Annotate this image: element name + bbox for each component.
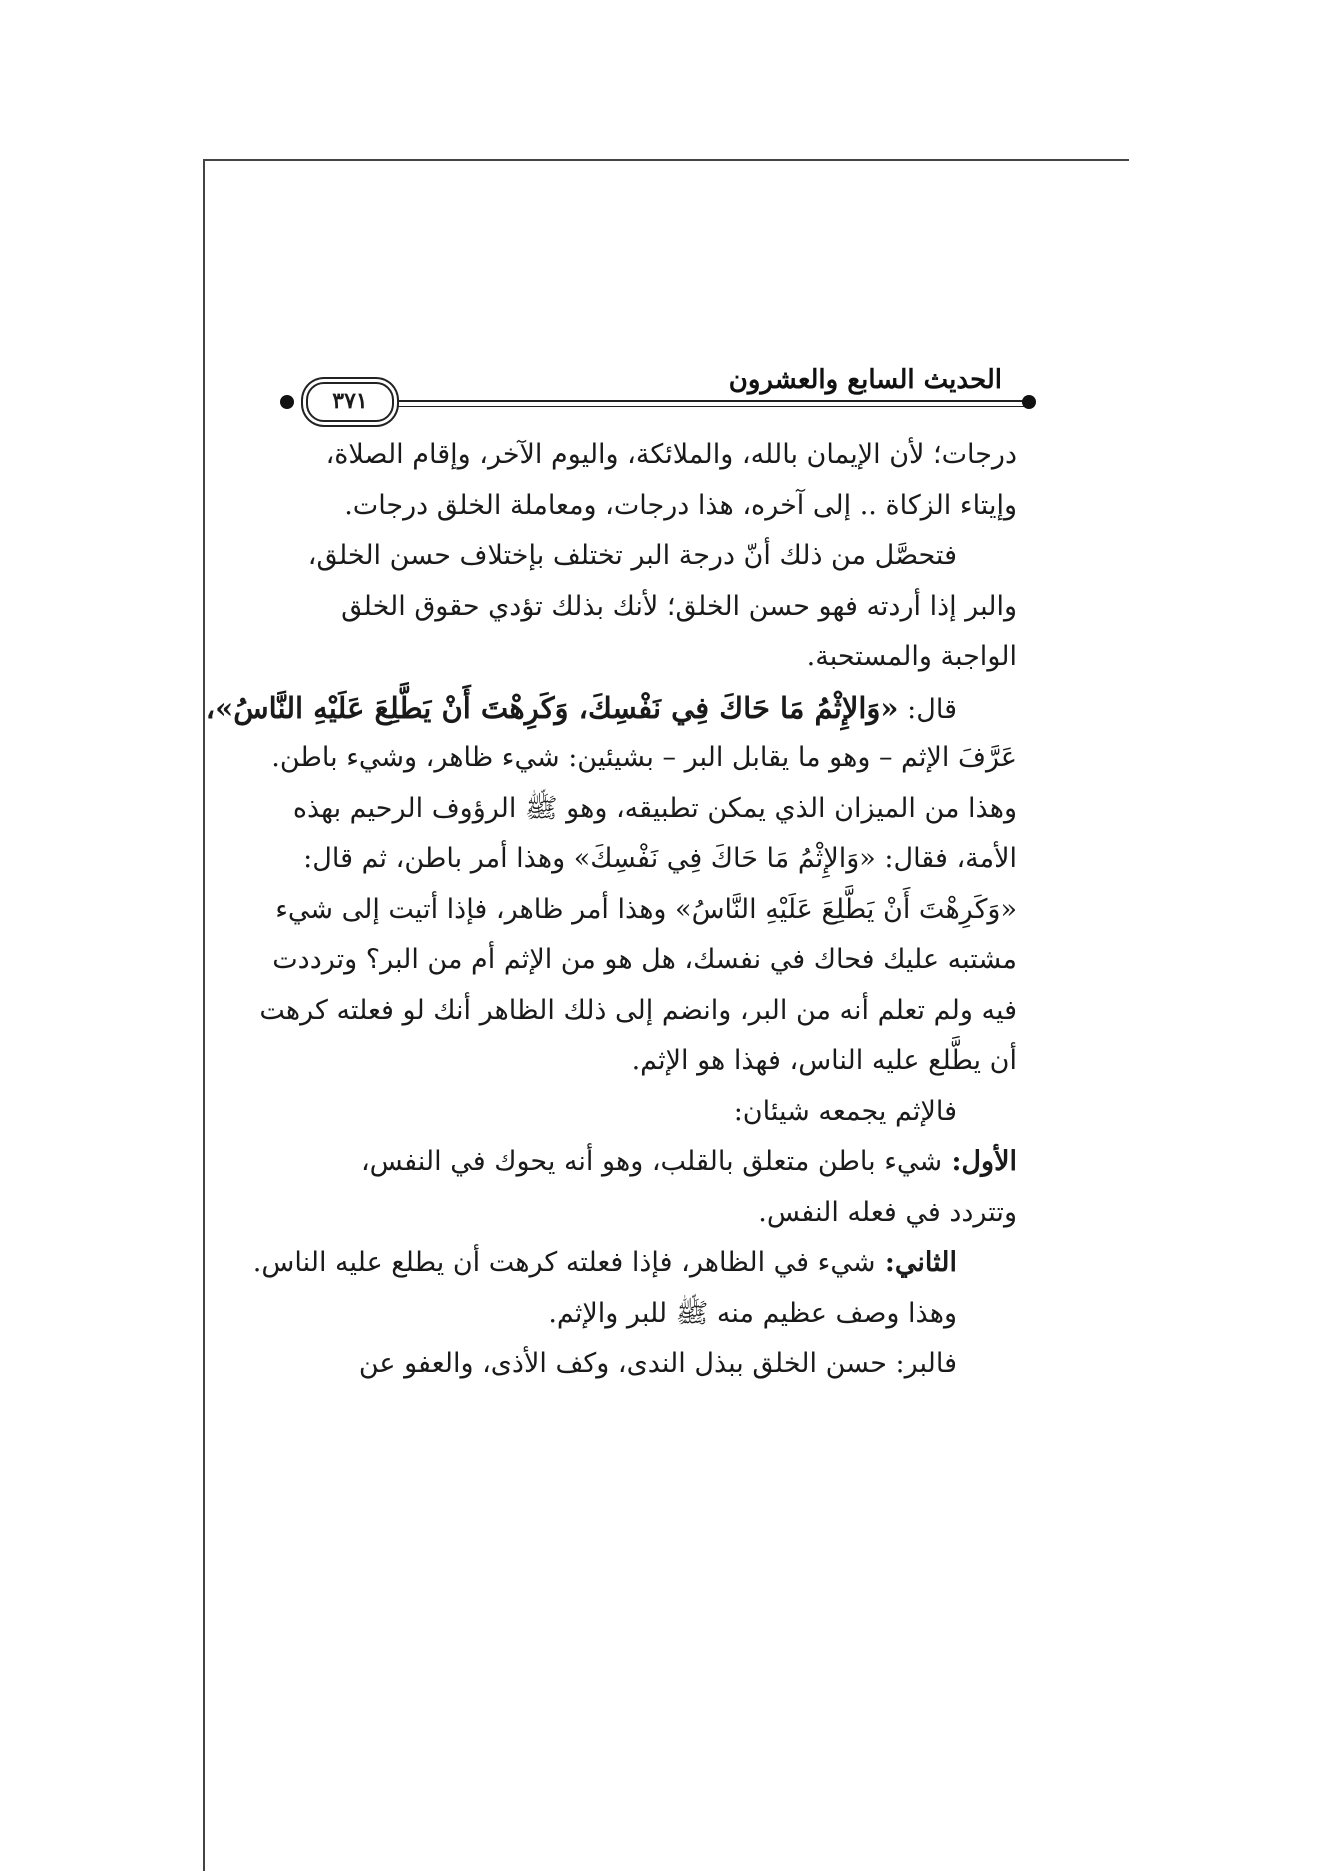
text-line: فالبر: حسن الخلق ببذل الندى، وكف الأذى، والعفو عن xyxy=(358,1348,957,1379)
text-line: وهذا وصف عظيم منه ﷺ للبر والإثم. xyxy=(548,1297,957,1329)
point-text: شيء باطن متعلق بالقلب، وهو أنه يحوك في النفس، xyxy=(360,1146,943,1177)
text-line: فالإثم يجمعه شيئان: xyxy=(733,1095,957,1127)
point-label: الثاني: xyxy=(875,1247,957,1278)
header-rule xyxy=(390,400,1030,407)
hadith-quote-line xyxy=(205,683,1017,734)
page-frame-top-border xyxy=(203,159,1129,161)
hadith-quote: «وَالإِثْمُ مَا حَاكَ فِي نَفْسِكَ، وَكَرِهْتَ أَنْ يَطَّلِعَ عَلَيْهِ النَّاسُ»، xyxy=(205,690,899,725)
page-header xyxy=(280,365,1030,415)
page-body xyxy=(205,430,1017,1390)
point-label: الأول: xyxy=(942,1146,1017,1177)
text-line: مشتبه عليك فحاك في نفسك، هل هو من الإثم أم من البر؟ وترددت xyxy=(272,944,1017,975)
text-line: أن يطَّلع عليه الناس، فهذا هو الإثم. xyxy=(631,1045,1017,1076)
text-line: عَرَّفَ الإثم – وهو ما يقابل البر – بشيئين: شيء ظاهر، وشيء باطن. xyxy=(271,742,1017,773)
text-line: فتحصَّل من ذلك أنّ درجة البر تختلف بإختلاف حسن الخلق، xyxy=(307,540,957,571)
point-text: شيء في الظاهر، فإذا فعلته كرهت أن يطلع عليه الناس. xyxy=(252,1247,876,1278)
text-line: درجات؛ لأن الإيمان بالله، والملائكة، واليوم الآخر، وإقام الصلاة، xyxy=(325,439,1017,470)
header-dot-left xyxy=(280,395,294,409)
chapter-title: الحديث السابع والعشرون xyxy=(728,365,1002,395)
header-dot-right xyxy=(1022,395,1036,409)
text-line: والبر إذا أردته فهو حسن الخلق؛ لأنك بذلك تؤدي حقوق الخلق xyxy=(341,590,1017,622)
text-line: وهذا من الميزان الذي يمكن تطبيقه، وهو ﷺ الرؤوف الرحيم بهذه xyxy=(292,792,1017,824)
point-second-line xyxy=(252,1238,1017,1289)
page-number: ٣٧١ xyxy=(306,382,394,422)
text-line: فيه ولم تعلم أنه من البر، وانضم إلى ذلك الظاهر أنك لو فعلته كرهت xyxy=(259,994,1017,1026)
text-line: «وَكَرِهْتَ أَنْ يَطَّلِعَ عَلَيْهِ النَّاسُ» وهذا أمر ظاهر، فإذا أتيت إلى شيء xyxy=(275,893,1017,925)
quote-intro: قال: xyxy=(898,693,957,725)
text-line: وإيتاء الزكاة .. إلى آخره، هذا درجات، ومعاملة الخلق درجات. xyxy=(344,489,1017,521)
text-line: وتتردد في فعله النفس. xyxy=(758,1196,1017,1228)
point-first-line xyxy=(287,1137,1017,1188)
text-line: الواجبة والمستحبة. xyxy=(806,641,1017,672)
page-frame-left-border xyxy=(203,159,205,1871)
text-line: الأمة، فقال: «وَالإِثْمُ مَا حَاكَ فِي نَفْسِكَ» وهذا أمر باطن، ثم قال: xyxy=(303,843,1017,874)
